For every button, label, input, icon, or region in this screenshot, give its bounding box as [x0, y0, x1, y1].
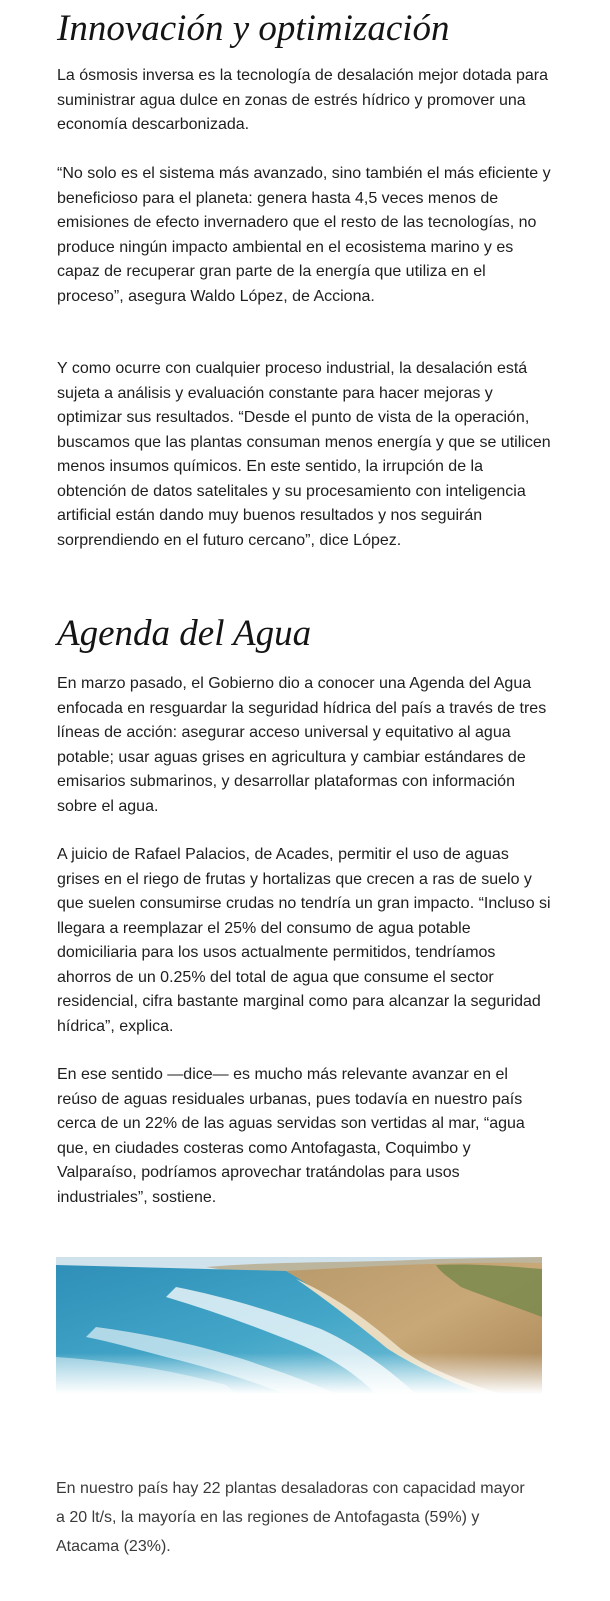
section-heading-innovacion: Innovación y optimización [57, 8, 450, 49]
paragraph: La ósmosis inversa es la tecnología de desalación mejor dotada para suministrar agua dulce en zonas de estrés hídrico y promover una economía descarbonizada. [57, 67, 548, 133]
paragraph: A juicio de Rafael Palacios, de Acades, permitir el uso de aguas grises en el riego de frutas y hortalizas que crecen a ras de suelo y que suelen consumirse crudas no tendría un gran impacto. “Incluso si llegara a reemplazar el 25% del consumo de agua potable domiciliaria para los usos actualmente permitidos, tendríamos ahorros de un 0.25% del total de agua que consume el sector residencial, cifra bastante marginal como para alcanzar la seguridad hídrica”, explica. [57, 846, 551, 1035]
coastal-aerial-photo [56, 1257, 542, 1394]
photo-caption: En nuestro país hay 22 plantas desaladoras con capacidad mayor a 20 lt/s, la mayoría en las regiones de Antofagasta (59%) y Atacama (23%). [56, 1480, 525, 1555]
section-heading-agenda: Agenda del Agua [57, 613, 312, 654]
paragraph: En marzo pasado, el Gobierno dio a conocer una Agenda del Agua enfocada en resguardar la seguridad hídrica del país a través de tres líneas de acción: asegurar acceso universal y equitativo al agua potable; usar aguas grises en agricultura y cambiar estándares de emisarios submarinos, y desarrollar plataformas con información sobre el agua. [57, 675, 547, 815]
paragraph: “No solo es el sistema más avanzado, sino también el más eficiente y beneficioso para el planeta: genera hasta 4,5 veces menos de emisiones de efecto invernadero que el resto de las tecnologías, no produce ningún impacto ambiental en el ecosistema marino y es capaz de recuperar gran parte de la energía que utiliza en el proceso”, asegura Waldo López, de Acciona. [57, 165, 551, 305]
paragraph: En ese sentido —dice— es mucho más relevante avanzar en el reúso de aguas residuales urbanas, pues todavía en nuestro país cerca de un 22% de las aguas servidas son vertidas al mar, “agua que, en ciudades costeras como Antofagasta, Coquimbo y Valparaíso, podríamos aprovechar tratándolas para usos industriales”, sostiene. [57, 1066, 525, 1206]
paragraph: Y como ocurre con cualquier proceso industrial, la desalación está sujeta a análisis y evaluación constante para hacer mejoras y optimizar sus resultados. “Desde el punto de vista de la operación, buscamos que las plantas consuman menos energía y que se utilicen menos insumos químicos. En este sentido, la irrupción de la obtención de datos satelitales y su procesamiento con inteligencia artificial están dando muy buenos resultados y nos seguirán sorprendiendo en el futuro cercano”, dice López. [57, 360, 551, 549]
